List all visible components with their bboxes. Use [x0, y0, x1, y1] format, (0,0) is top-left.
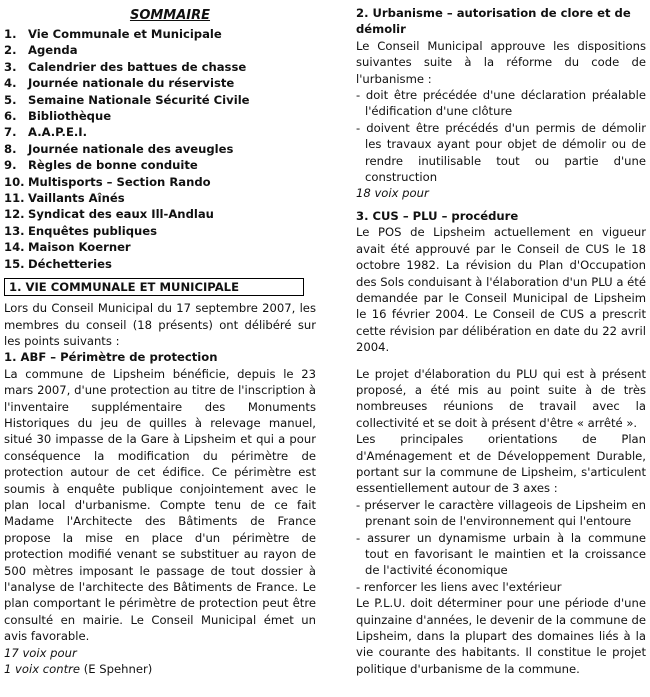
toc-item: 3. Calendrier des battues de chasse: [4, 59, 247, 74]
toc-item: 6. Bibliothèque: [4, 109, 112, 124]
toc-item: 15. Déchetteries: [4, 256, 112, 271]
toc-item: 5. Semaine Nationale Sécurité Civile: [4, 92, 250, 107]
right-column: [356, 5, 646, 677]
cus-paragraph-3: Les principales orientations de Plan d'Aménagement et de Développement Durable, portant sur la commune de Lipsheim, s'articulent essentiellement autour de 3 axes :: [356, 432, 646, 496]
urbanisme-vote: 18 voix pour: [356, 186, 429, 201]
urbanisme-item: - doivent être précédés d'un permis de démolir les travaux ayant pour objet de démolir ou de rendre inutilisable tout ou partie d'une construction: [356, 120, 646, 185]
cus-item: - renforcer les liens avec l'extérieur: [356, 579, 562, 594]
cus-item: - assurer un dynamisme urbain à la commune tout en favorisant le maintien et la croissance de l'activité économique: [356, 530, 646, 578]
cus-paragraph-1: Le POS de Lipsheim actuellement en vigueur avait été approuvé par le Conseil de CUS le 18 octobre 1982. La révision du Plan d'Occupation des Sols conduisant à l'élaboration d'un PLU a été demandée par le Conseil Municipal de Lipsheim le 16 février 2004. Le Conseil de CUS a prescrit cette révision par délibération en date du 22 avril 2004.: [356, 225, 646, 355]
abf-vote-for: 17 voix pour: [4, 645, 77, 660]
toc-item: 8. Journée nationale des aveugles: [4, 141, 234, 156]
cus-paragraph-2: Le projet d'élaboration du PLU qui est à présent proposé, a été mis au point suite à de très nombreuses réunions de travail avec la collectivité et se doit à présent d'être « arrêté ».: [356, 366, 646, 430]
toc-item: 10. Multisports – Section Rando: [4, 174, 211, 189]
toc-item: 2. Agenda: [4, 43, 78, 58]
toc-item: 9. Règles de bonne conduite: [4, 158, 198, 173]
urbanisme-intro: Le Conseil Municipal approuve les dispositions suivantes suite à la réforme du code de l'urbanisme :: [356, 38, 646, 86]
abf-paragraph: La commune de Lipsheim bénéficie, depuis le 23 mars 2007, d'une protection au titre de l'inscription à l'inventaire supplémentaire des Monuments Historiques du jeu de quilles à relevage manuel, situé 30 impasse de la Gare à Lipsheim et qui a pour conséquence la modification du périmètre de protection autour de cet édifice. Ce périmètre est soumis à enquête publique conjointement avec le plan local d'urbanisme. Compte tenu de ce fait Madame l'Architecte des Bâtiments de France propose la mise en place d'un périmètre de protection modifié venant se substituer au rayon de 500 mètres imposant le passage de tout dossier à l'analyse de l'architecte des Bâtiments de France. Le plan comportant le périmètre de protection peut être consulté en mairie. Le Conseil Municipal émet un avis favorable.: [4, 366, 316, 644]
section-heading-vie-communale: 1. VIE COMMUNALE ET MUNICIPALE: [4, 278, 304, 296]
toc-item: 14. Maison Koerner: [4, 240, 131, 255]
toc-item: 13. Enquêtes publiques: [4, 223, 158, 238]
sommaire-list: [4, 26, 316, 272]
cus-heading: 3. CUS – PLU – procédure: [356, 208, 519, 223]
urbanisme-heading: 2. Urbanisme – autorisation de clore et de démolir: [356, 6, 631, 37]
abf-heading: 1. ABF – Périmètre de protection: [4, 350, 218, 365]
toc-item: 11. Vaillants Aînés: [4, 191, 125, 206]
urbanisme-item: - doit être précédée d'une déclaration préalable l'édification d'une clôture: [356, 88, 646, 119]
toc-item: 4. Journée nationale du réserviste: [4, 76, 235, 91]
section1-intro: Lors du Conseil Municipal du 17 septembre 2007, les membres du conseil (18 présents) ont délibéré sur les points suivants :: [4, 301, 316, 348]
abf-vote-against: 1 voix contre (E Spehner): [4, 662, 153, 677]
toc-item: 7. A.A.P.E.I.: [4, 125, 87, 140]
cus-item: - préserver le caractère villageois de Lipsheim en prenant soin de l'environnement qui l'entoure: [356, 497, 646, 529]
toc-item: 1. Vie Communale et Municipale: [4, 27, 222, 41]
cus-paragraph-4: Le P.L.U. doit déterminer pour une période d'une quinzaine d'années, le devenir de la commune de Lipsheim, dans la plupart des domaines liés à la vie courante des habitants. Il constitue le projet politique d'urbanisme de la commune.: [356, 596, 646, 676]
toc-item: 12. Syndicat des eaux Ill-Andlau: [4, 207, 214, 222]
left-column: [4, 8, 316, 677]
sommaire-title: SOMMAIRE: [129, 8, 211, 23]
